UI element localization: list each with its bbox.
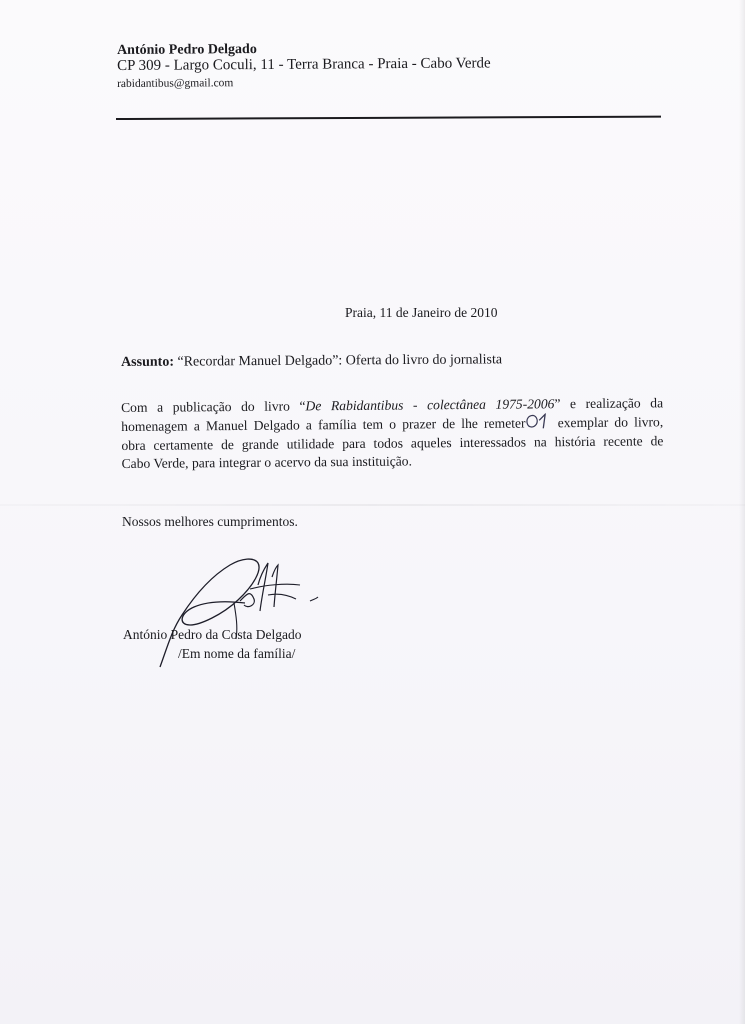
body-text-segment: Com a publicação do livro “ [121,398,306,415]
letter-subject [121,352,502,371]
paper-edge-shadow [739,0,745,1024]
letter-body [121,394,664,473]
body-text-segment: homenagem a Manuel Delgado a família tem o prazer de lhe remeter [121,415,526,435]
subject-text: “Recordar Manuel Delgado”: Oferta do livro do jornalista [173,352,503,370]
signatory-role: /Em nome da família/ [178,646,296,661]
sender-address: CP 309 - Largo Coculi, 11 - Terra Branca - Praia - Cabo Verde [117,55,491,74]
handwritten-number-icon [525,414,551,428]
letter-date: Praia, 11 de Janeiro de 2010 [345,305,498,320]
body-line: obra certamente de grande utilidade para todos aqueles interessados na história recente de [121,433,664,453]
signatory-name: António Pedro da Costa Delgado [123,627,302,642]
paper-fold-line [0,504,745,506]
header-divider [116,116,661,120]
sender-name: António Pedro Delgado [117,42,257,58]
sender-email: rabidantibus@gmail.com [117,77,234,90]
subject-label: Assunto: [121,354,175,370]
book-title: De Rabidantibus - colectânea 1975-2006 [305,396,555,414]
body-text-segment: exemplar do livro, [551,414,664,431]
body-line: Cabo Verde, para integrar o acervo da sua instituição. [121,453,413,472]
body-text-segment: ” e realização da [554,395,664,412]
letter-closing: Nossos melhores cumprimentos. [122,514,298,529]
